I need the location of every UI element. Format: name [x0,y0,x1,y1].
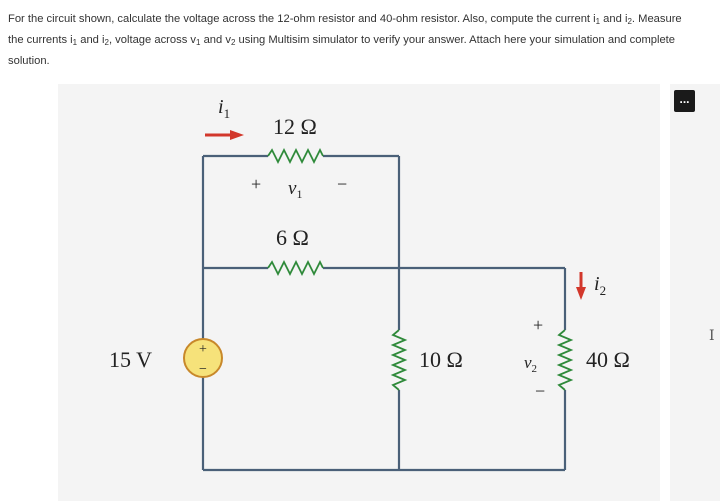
v1-minus-sign: − [337,174,348,194]
subscript: 1 [72,38,78,47]
source-voltage-label: 15 V [109,347,152,372]
v1-plus-sign: + [251,174,262,194]
resistor-40-ohm [559,330,571,390]
question-line2-part-c: , voltage across v [108,34,197,46]
current-i2-label: $i_2$ [594,273,607,298]
question-line1-part-b: and i [600,13,628,25]
question-line1-part-a: For the circuit shown, calculate the voltage across the 12-ohm resistor and 40-ohm resistor. Also, compute the current i [8,13,596,25]
resistor-6-ohm-label: 6 Ω [276,225,309,250]
question-line1-part-c: . Measure [631,13,682,25]
subscript: 2 [627,17,632,26]
question-line2-part-a: the currents i [8,34,73,46]
source-plus-sign: + [199,342,207,357]
subscript: 2 [104,38,109,47]
question-line2-part-e: using Multisim simulator to verify your answer. Attach here your simulation and complete [235,34,676,46]
resistor-12-ohm-label: 12 Ω [273,114,317,139]
question-line3: solution. [8,55,50,67]
v2-label: $v_2$ [524,353,538,375]
source-minus-sign: − [199,362,207,377]
resistor-10-ohm-label: 10 Ω [419,347,463,372]
circuit-wires [203,156,565,470]
subscript: 2 [230,38,236,47]
v2-minus-sign: − [535,381,546,401]
subscript: 1 [595,17,601,26]
v1-label: $v_1$ [288,178,303,201]
question-line2-part-b: and i [77,34,105,46]
v2-plus-sign: + [533,315,544,335]
voltage-source [184,339,222,377]
more-options-icon: ... [679,91,690,106]
resistor-6-ohm [268,262,323,274]
resistor-10-ohm [393,330,405,390]
current-i2-arrow-icon [576,272,586,300]
current-i1-label: $i_1$ [218,96,231,121]
text-cursor-icon: I [709,328,715,344]
current-i1-arrow-icon [205,130,244,140]
subscript: 1 [196,38,201,47]
resistor-40-ohm-label: 40 Ω [586,347,630,372]
question-line2-part-d: and v [200,34,231,46]
resistor-12-ohm [268,150,323,162]
